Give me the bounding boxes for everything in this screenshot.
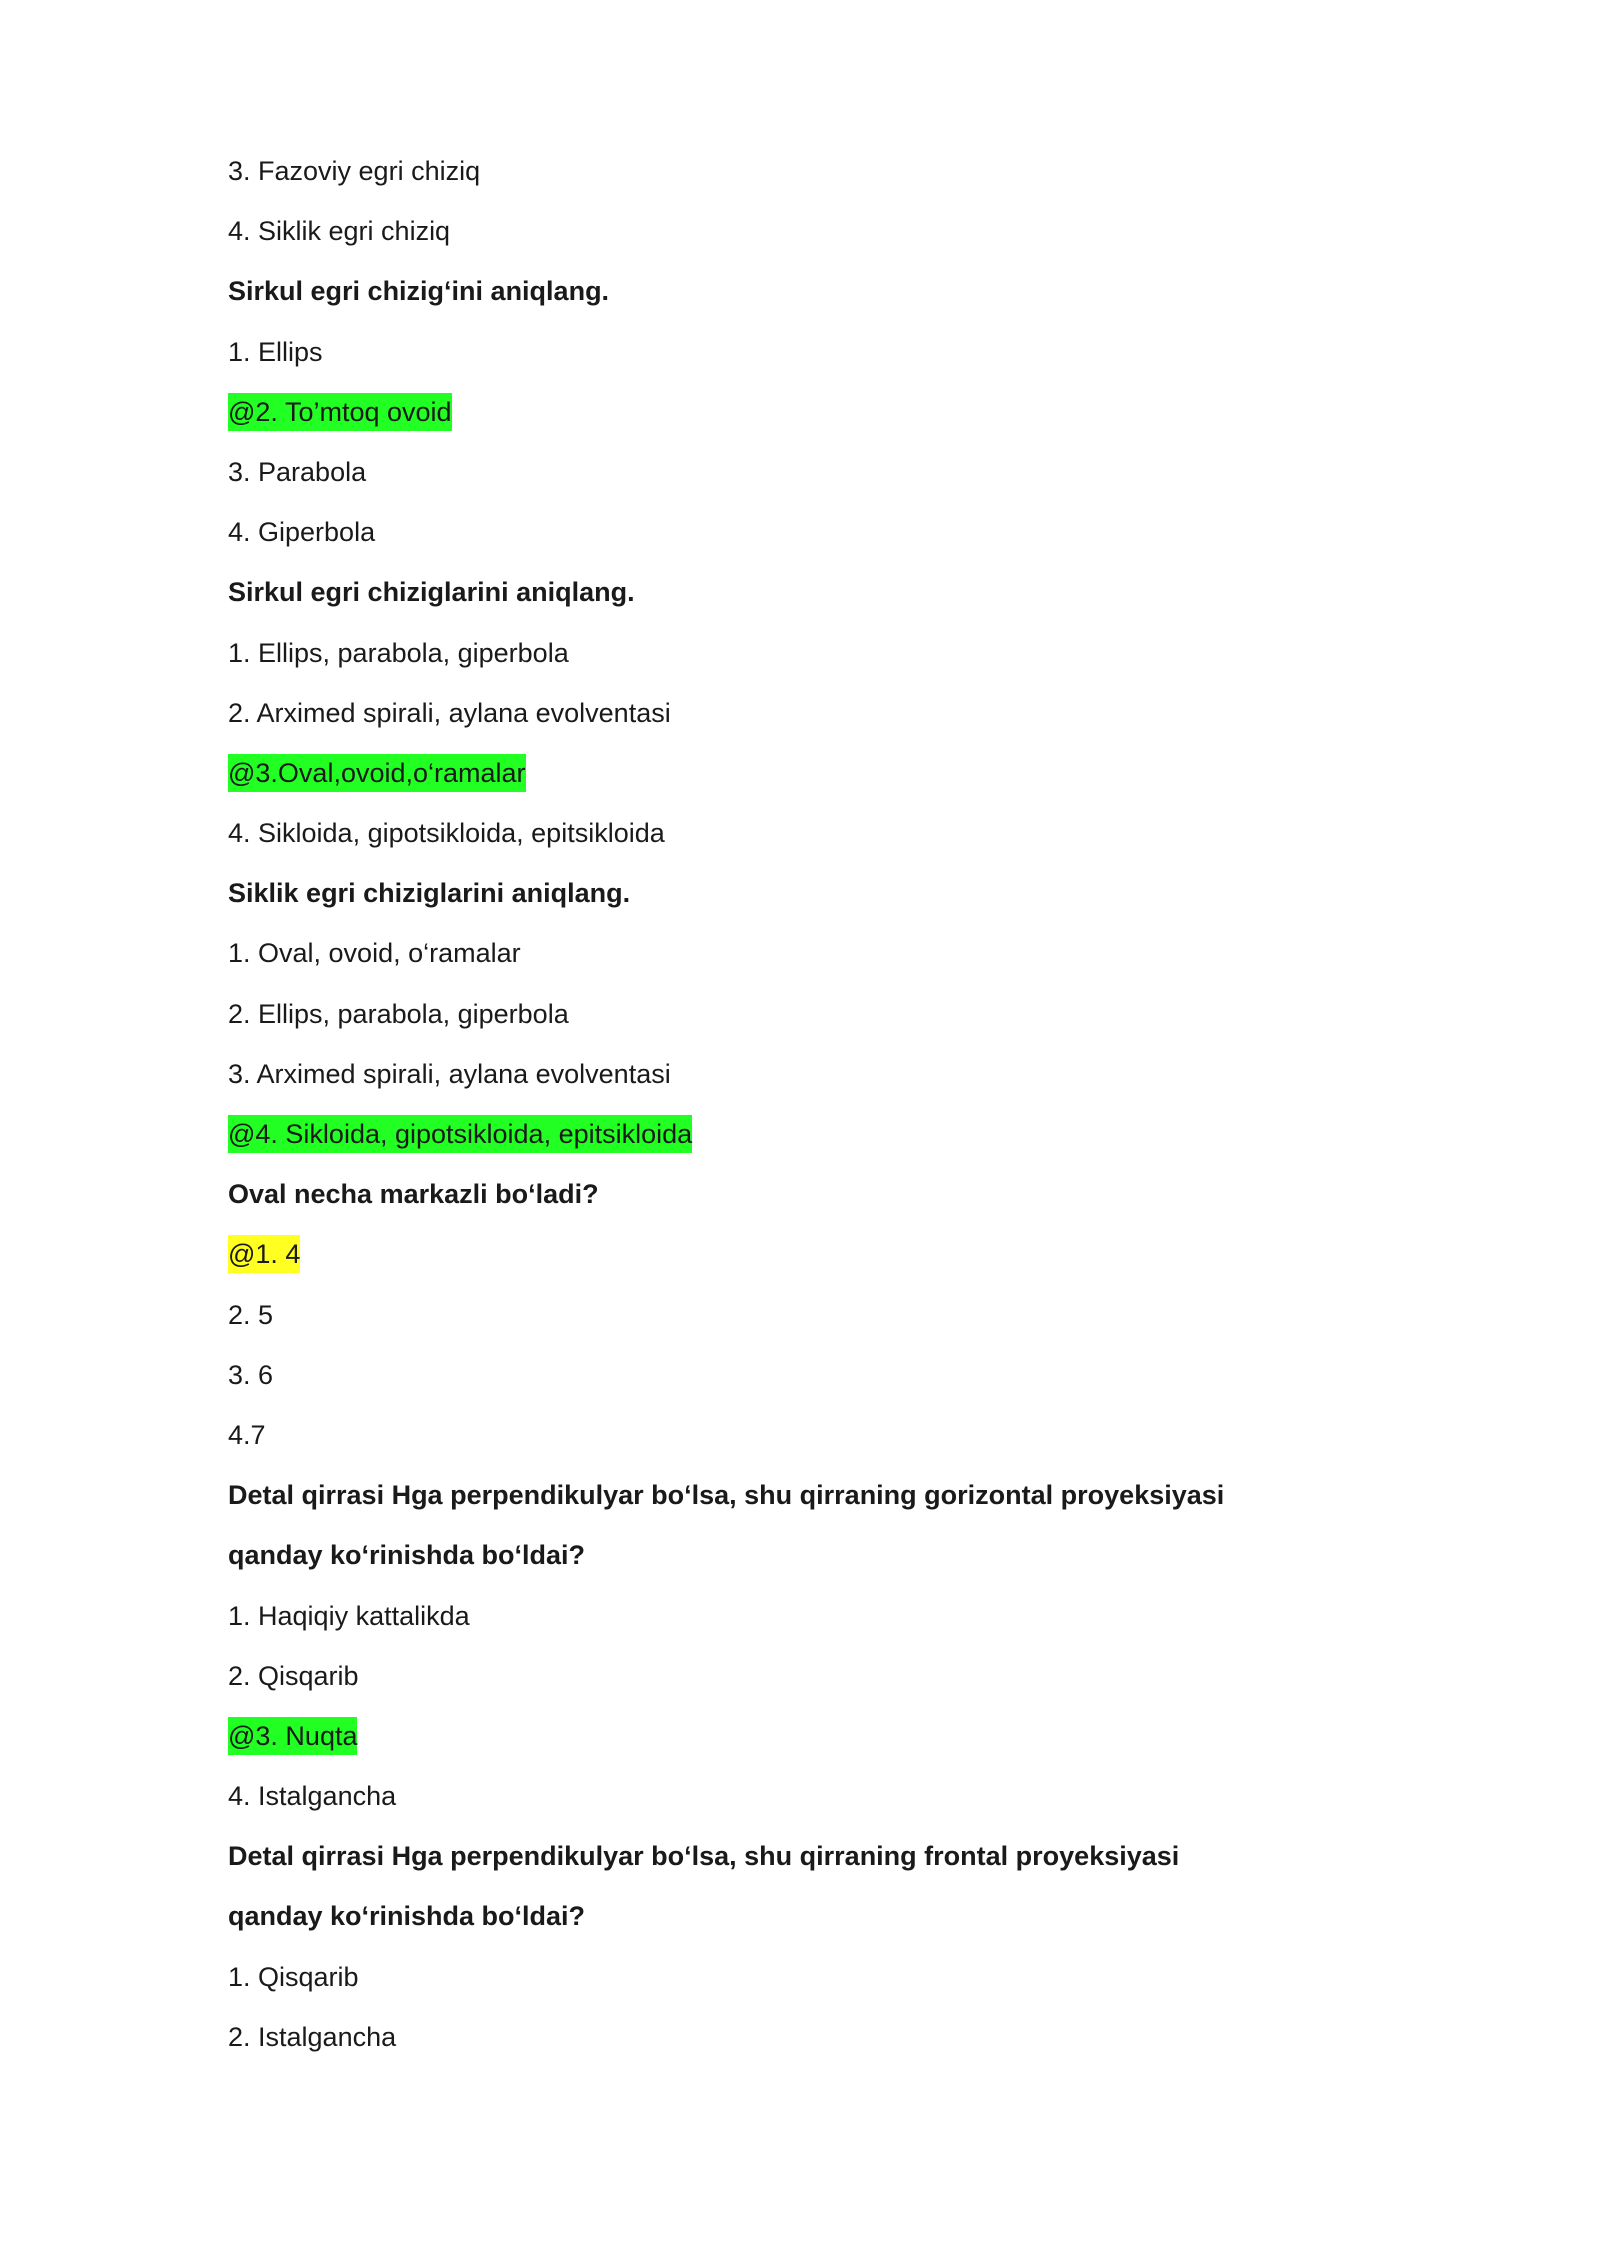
question-text: Detal qirrasi Hga perpendikulyar bo‘lsa, shu qirraning gorizontal proyeksiyasi [228, 1480, 1225, 1511]
answer-option: 2. Istalgancha [228, 2021, 397, 2052]
question-text: Sirkul egri chiziglarini aniqlang. [228, 577, 635, 608]
answer-option: 3. Fazoviy egri chiziq [228, 156, 481, 186]
answer-option: 4. Sikloida, gipotsikloida, epitsikloida [228, 818, 665, 849]
answer-option: 2. 5 [228, 1299, 274, 1330]
answer-option: 1. Qisqarib [228, 1961, 359, 1992]
answer-option: 4.7 [228, 1419, 266, 1450]
answer-option: 2. Ellips, parabola, giperbola [228, 998, 569, 1029]
answer-option: 2. Arximed spirali, aylana evolventasi [228, 697, 671, 728]
question-text: Sirkul egri chizig‘ini aniqlang. [228, 276, 610, 307]
question-text-continued: qanday ko‘rinishda bo‘ldai? [228, 1901, 586, 1932]
answer-option: 4. Giperbola [228, 517, 376, 548]
correct-answer-option: @1. 4 [228, 1229, 1408, 1289]
question-text-continued: qanday ko‘rinishda bo‘ldai? [228, 1540, 586, 1571]
answer-option: 1. Haqiqiy kattalikda [228, 1600, 470, 1631]
correct-answer-option: @3. Nuqta [228, 1711, 1408, 1771]
document-body [228, 146, 1408, 2072]
answer-option: 1. Ellips, parabola, giperbola [228, 637, 569, 668]
question-text: Oval necha markazli bo‘ladi? [228, 1179, 599, 1210]
correct-answer-option: @3.Oval,ovoid,o‘ramalar [228, 748, 1408, 808]
answer-option: 3. 6 [228, 1359, 274, 1390]
answer-option: 3. Parabola [228, 456, 367, 487]
question-text: Siklik egri chiziglarini aniqlang. [228, 878, 631, 909]
answer-option: 2. Qisqarib [228, 1660, 359, 1691]
answer-option: 1. Ellips [228, 336, 323, 367]
correct-answer-option: @4. Sikloida, gipotsikloida, epitsikloida [228, 1109, 1408, 1169]
correct-answer-option: @2. To’mtoq ovoid [228, 387, 1408, 447]
answer-option: 4. Siklik egri chiziq [228, 216, 451, 247]
answer-option: 1. Oval, ovoid, o‘ramalar [228, 938, 521, 969]
question-text: Detal qirrasi Hga perpendikulyar bo‘lsa, shu qirraning frontal proyeksiyasi [228, 1841, 1180, 1872]
answer-option: 4. Istalgancha [228, 1781, 397, 1812]
answer-option: 3. Arximed spirali, aylana evolventasi [228, 1058, 671, 1089]
